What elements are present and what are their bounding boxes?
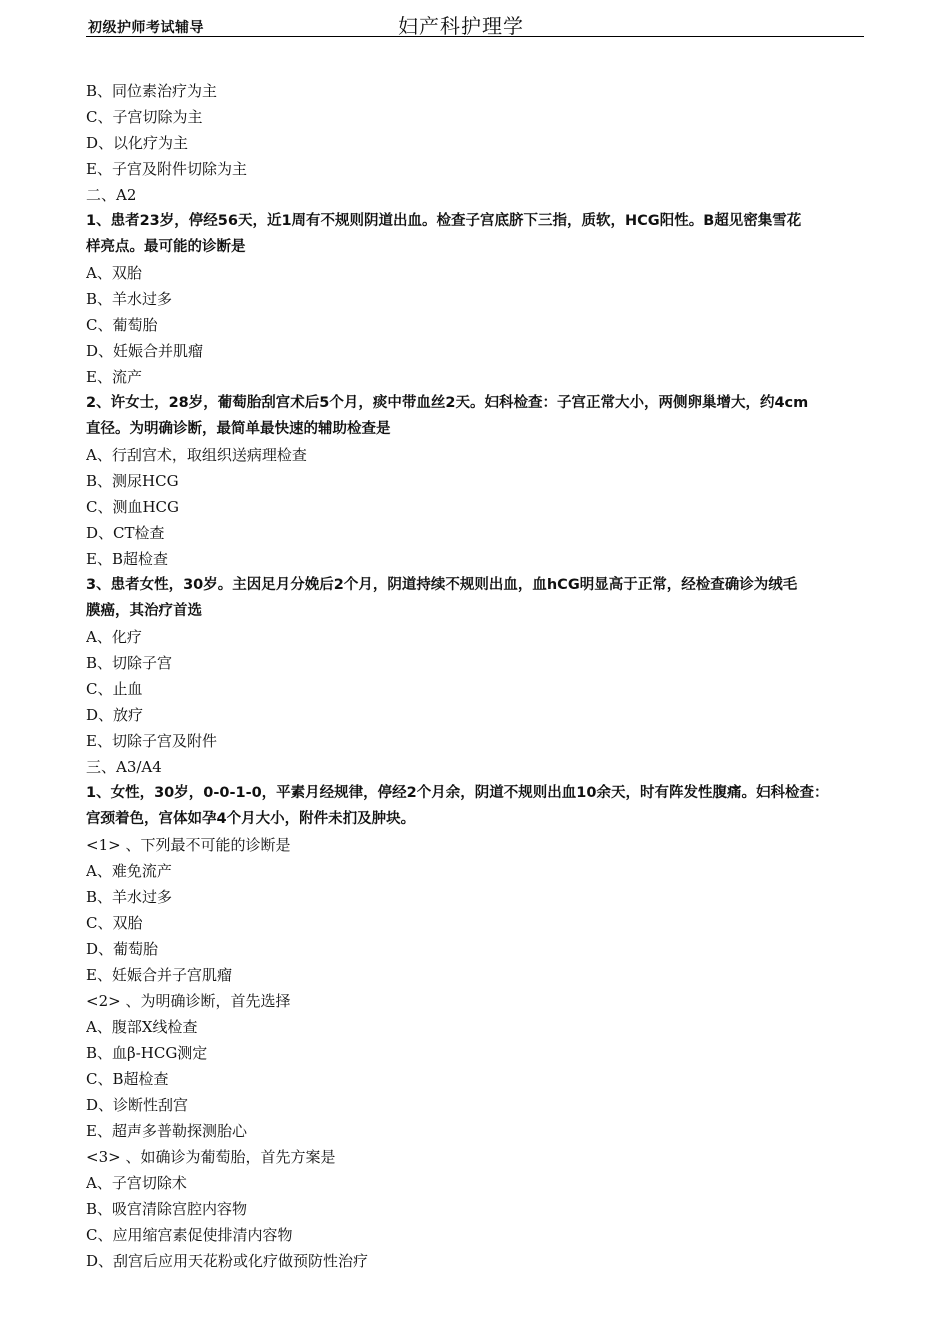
answer-option: C、B超检查	[86, 1070, 169, 1088]
section-heading: 三、A3/A4	[86, 758, 162, 776]
answer-option: C、子宫切除为主	[86, 108, 203, 126]
answer-option: C、应用缩宫素促使排清内容物	[86, 1226, 293, 1244]
answer-option: A、难免流产	[86, 862, 172, 880]
answer-option: E、超声多普勒探测胎心	[86, 1122, 247, 1140]
answer-option: D、妊娠合并肌瘤	[86, 342, 204, 360]
question-text: 样亮点。最可能的诊断是	[86, 239, 246, 255]
answer-option: C、葡萄胎	[86, 316, 158, 334]
question-text: 1、女性，30岁，0-0-1-0，平素月经规律，停经2个月余，阴道不规则出血10余天，时有阵发性腹痛。妇科检查：	[86, 785, 829, 801]
answer-option: D、葡萄胎	[86, 940, 159, 958]
answer-option: B、切除子宫	[86, 654, 173, 672]
answer-option: A、双胎	[86, 264, 142, 282]
sub-question-text: <1> 、下列最不可能的诊断是	[86, 836, 291, 854]
answer-option: A、化疗	[86, 628, 142, 646]
document-body	[86, 78, 876, 1274]
question-text: 膜癌，其治疗首选	[86, 603, 202, 619]
answer-option: E、流产	[86, 368, 142, 386]
question-text: 直径。为明确诊断，最简单最快速的辅助检查是	[86, 421, 391, 437]
answer-option: B、吸宫清除宫腔内容物	[86, 1200, 248, 1218]
answer-option: E、B超检查	[86, 550, 168, 568]
answer-option: E、子宫及附件切除为主	[86, 160, 247, 178]
answer-option: D、刮宫后应用天花粉或化疗做预防性治疗	[86, 1252, 369, 1270]
answer-option: D、放疗	[86, 706, 144, 724]
question-text: 宫颈着色，宫体如孕4个月大小，附件未扪及肿块。	[86, 811, 416, 827]
question-text: 1、患者23岁，停经56天，近1周有不规则阴道出血。检查子宫底脐下三指，质软，HCG阳性。B超见密集雪花	[86, 213, 802, 229]
answer-option: B、羊水过多	[86, 888, 173, 906]
answer-option: E、妊娠合并子宫肌瘤	[86, 966, 232, 984]
answer-option: D、诊断性刮宫	[86, 1096, 189, 1114]
answer-option: C、测血HCG	[86, 498, 180, 516]
sub-question-text: <3> 、如确诊为葡萄胎，首先方案是	[86, 1148, 336, 1166]
answer-option: B、血β-HCG测定	[86, 1044, 208, 1062]
page-header	[86, 8, 864, 37]
header-subject-title: 妇产科护理学	[398, 14, 524, 38]
answer-option: B、同位素治疗为主	[86, 82, 218, 100]
answer-option: C、止血	[86, 680, 143, 698]
answer-option: D、CT检查	[86, 524, 165, 542]
header-course-label: 初级护师考试辅导	[88, 20, 204, 36]
answer-option: A、子宫切除术	[86, 1174, 187, 1192]
answer-option: B、测尿HCG	[86, 472, 179, 490]
answer-option: C、双胎	[86, 914, 143, 932]
answer-option: A、腹部X线检查	[86, 1018, 198, 1036]
answer-option: D、以化疗为主	[86, 134, 189, 152]
answer-option: E、切除子宫及附件	[86, 732, 217, 750]
sub-question-text: <2> 、为明确诊断，首先选择	[86, 992, 291, 1010]
section-heading: 二、A2	[86, 186, 137, 204]
question-text: 3、患者女性，30岁。主因足月分娩后2个月，阴道持续不规则出血，血hCG明显高于正常，经检查确诊为绒毛	[86, 577, 798, 593]
answer-option: A、行刮宫术，取组织送病理检查	[86, 446, 307, 464]
answer-option: B、羊水过多	[86, 290, 173, 308]
question-text: 2、许女士，28岁，葡萄胎刮宫术后5个月，痰中带血丝2天。妇科检查：子宫正常大小，两侧卵巢增大，约4cm	[86, 395, 809, 411]
